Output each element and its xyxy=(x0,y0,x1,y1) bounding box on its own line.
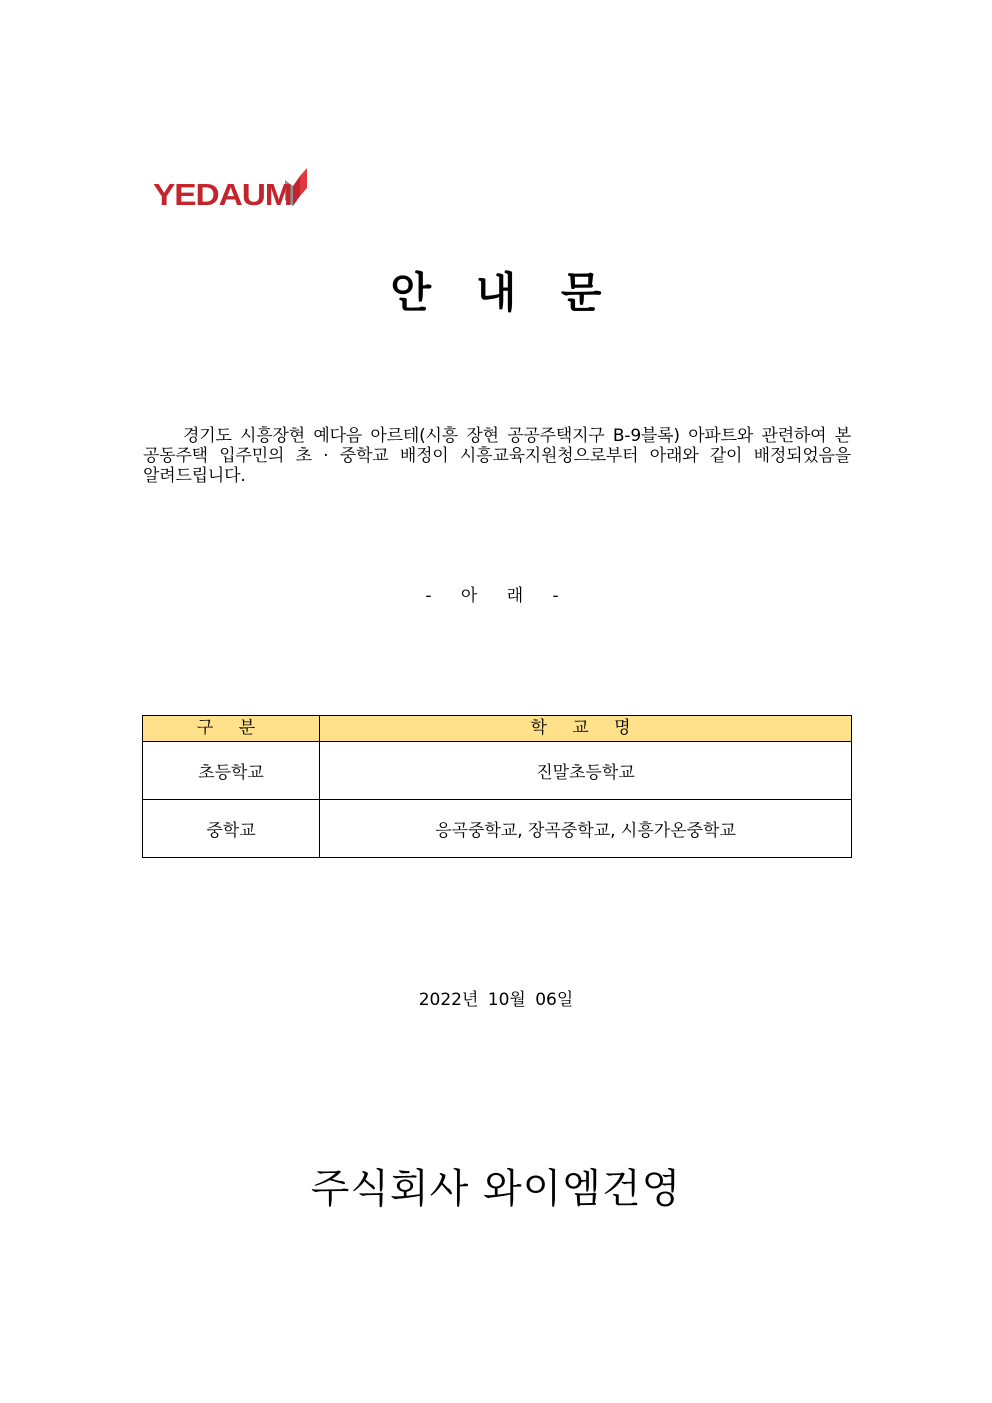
header-school-name: 학 교 명 xyxy=(320,716,852,742)
table-row xyxy=(143,742,852,800)
company-name: 주식회사 와이엠건영 xyxy=(310,1166,682,1212)
row-school-name: 응곡중학교, 장곡중학교, 시흥가온중학교 xyxy=(320,800,852,858)
header-category: 구 분 xyxy=(143,716,320,742)
notice-body: 경기도 시흥장현 예다음 아르테(시흥 장현 공공주택지구 B-9블록) 아파트와 관련하여 본 공동주택 입주민의 초 · 중학교 배정이 시흥교육지원청으로부터 아래와 같이 배정되었음을 알려드립니다. xyxy=(143,426,851,486)
school-assignment-table xyxy=(142,715,852,858)
notice-heading: - 아 래 - xyxy=(425,586,567,606)
logo-text: YEDAUM xyxy=(153,177,292,212)
row-category: 중학교 xyxy=(143,800,320,858)
table-row xyxy=(143,800,852,858)
row-category: 초등학교 xyxy=(143,742,320,800)
document-title: 안 내 문 xyxy=(390,268,602,317)
company-logo xyxy=(153,165,309,210)
table-header-row xyxy=(143,716,852,742)
document-date: 2022년 10월 06일 xyxy=(418,990,574,1010)
row-school-name: 진말초등학교 xyxy=(320,742,852,800)
